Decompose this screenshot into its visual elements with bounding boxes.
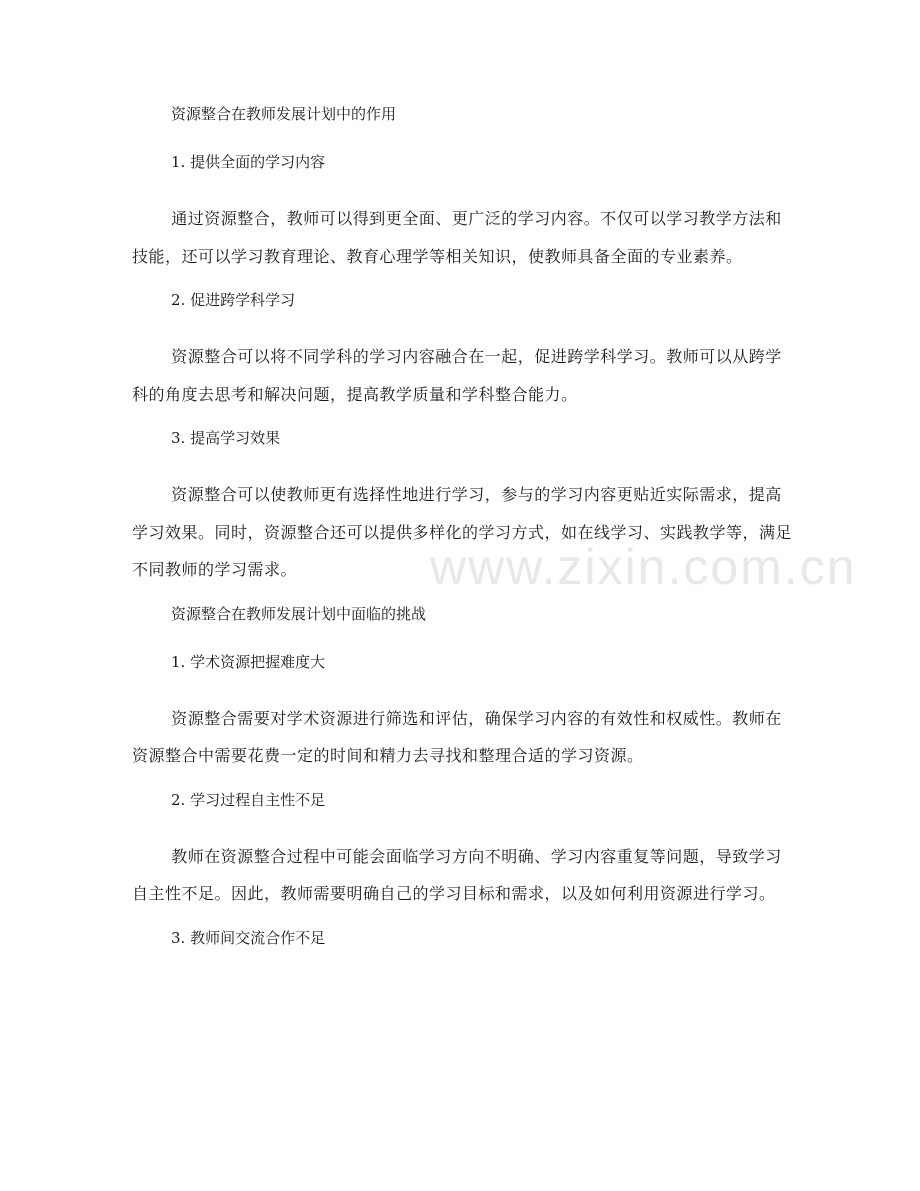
paragraph: 通过资源整合，教师可以得到更全面、更广泛的学习内容。不仅可以学习教学方法和技能，还可以学习教育理论、教育心理学等相关知识，使教师具备全面的专业素养。 (132, 209, 782, 266)
section-heading: 资源整合在教师发展计划中面临的挑战 (171, 604, 427, 623)
paragraph: 教师在资源整合过程中可能会面临学习方向不明确、学习内容重复等问题，导致学习自主性不足。因此，教师需要明确自己的学习目标和需求，以及如何利用资源进行学习。 (132, 846, 782, 903)
subheading: 2. 学习过程自主性不足 (171, 790, 326, 809)
subheading: 2. 促进跨学科学习 (171, 291, 296, 309)
subheading: 3. 教师间交流合作不足 (171, 928, 326, 947)
section-heading: 资源整合在教师发展计划中的作用 (171, 105, 397, 123)
subheading: 3. 提高学习效果 (171, 429, 281, 447)
subheading: 1. 学术资源把握难度大 (171, 652, 326, 671)
paragraph: 资源整合可以将不同学科的学习内容融合在一起，促进跨学科学习。教师可以从跨学科的角度去思考和解决问题，提高教学质量和学科整合能力。 (132, 347, 782, 404)
paragraph: 资源整合可以使教师更有选择性地进行学习，参与的学习内容更贴近实际需求，提高学习效果。同时，资源整合还可以提供多样化的学习方式，如在线学习、实践教学等，满足不同教师的学习需求。 (132, 485, 793, 579)
document-page (132, 104, 792, 948)
paragraph: 资源整合需要对学术资源进行筛选和评估，确保学习内容的有效性和权威性。教师在资源整合中需要花费一定的时间和精力去寻找和整理合适的学习资源。 (132, 708, 782, 765)
watermark: www.zixin.com.cn (430, 539, 857, 595)
subheading: 1. 提供全面的学习内容 (171, 153, 326, 171)
